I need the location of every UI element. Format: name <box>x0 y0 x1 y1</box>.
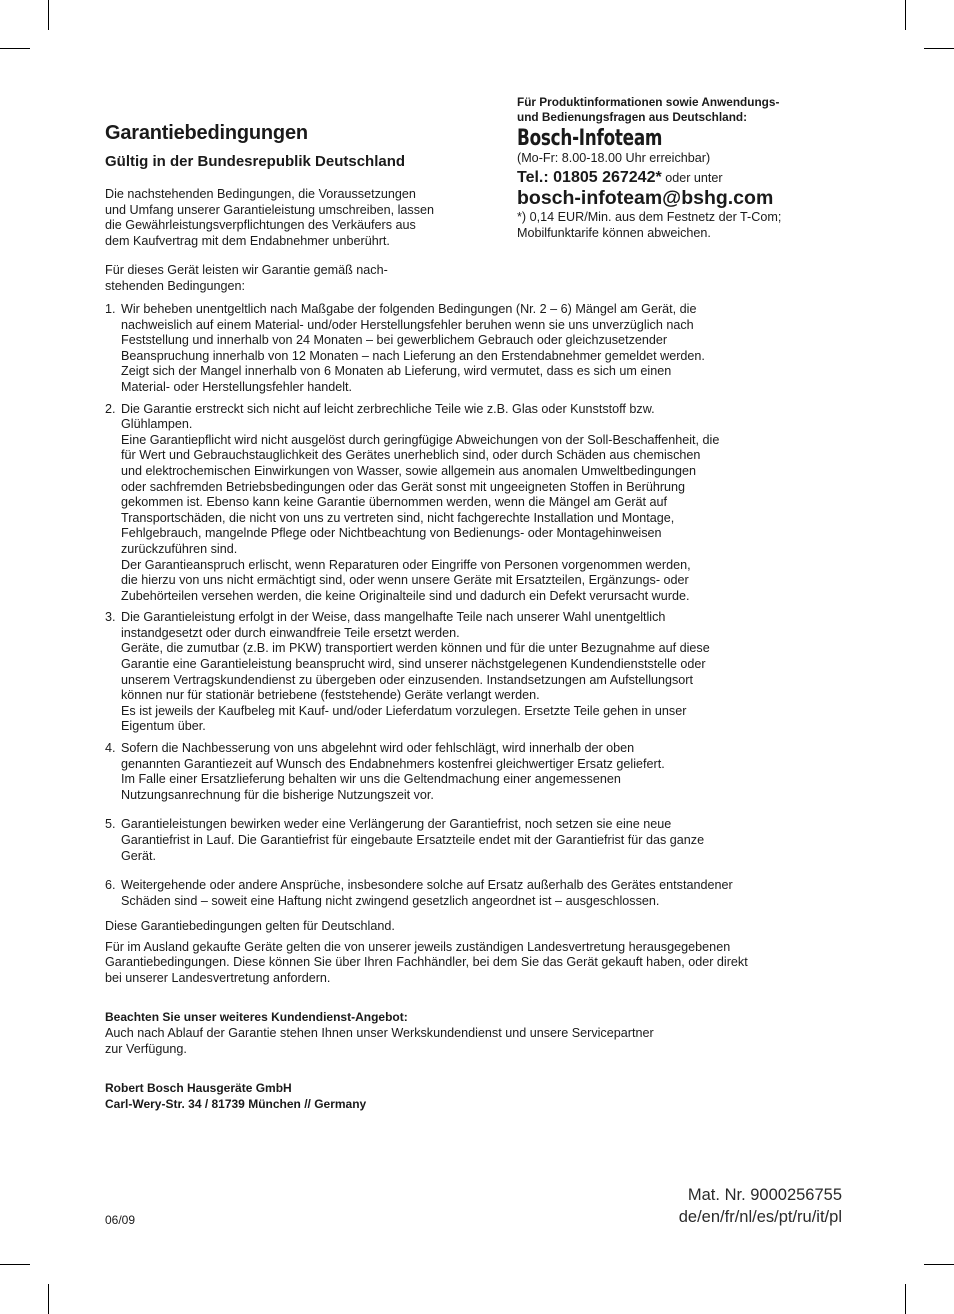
condition-number: 2. <box>105 401 116 416</box>
condition-text <box>121 817 835 864</box>
condition-item <box>105 402 835 605</box>
opening-hours: (Mo-Fr: 8.00-18.00 Uhr erreichbar) <box>517 151 711 165</box>
text-line: zur Verfügung. <box>105 1041 187 1056</box>
crop-mark <box>48 1284 49 1314</box>
condition-text <box>121 741 835 803</box>
text-line: oder sachfremden Betriebsbedingungen oder das Gerät sonst mit ungeeigneten Stoffen in Berührung <box>121 479 686 494</box>
text-line: Geräte, die zumutbar (z.B. im PKW) transportiert werden können und für die unter Bezugnahme auf diese <box>121 641 710 656</box>
condition-number: 6. <box>105 878 116 893</box>
page-title: Garantiebedingungen <box>105 122 308 144</box>
text-line: Weitergehende oder andere Ansprüche, insbesondere solche auf Ersatz außerhalb des Gerätes entstandener <box>121 878 733 893</box>
tariff-note <box>517 210 837 241</box>
text-line: Zubehörteilen versehen werden, die keine Originalteile sind und dadurch ein Defekt verursacht wurde. <box>121 588 690 603</box>
text-line: Wir beheben unentgeltlich nach Maßgabe der folgenden Bedingungen (Nr. 2 – 6) Mängel am Gerät, die <box>121 302 697 316</box>
crop-mark <box>0 48 30 49</box>
text-line: nachweislich auf einem Material- und/oder Herstellungsfehler beruhen wenn sie uns unverzüglich nach <box>121 317 694 332</box>
text-line: Sofern die Nachbesserung von uns abgelehnt wird oder fehlschlägt, wird innerhalb der oben <box>121 741 635 756</box>
text-line: Garantiebedingungen. Diese können Sie über Ihren Fachhändler, bei dem Sie das Gerät gekauft haben, oder direkt <box>105 955 748 970</box>
text-line: Auch nach Ablauf der Garantie stehen Ihnen unser Werkskundendienst und unsere Servicepartner <box>105 1025 654 1040</box>
text-line: Garantie eine Garantieleistung beansprucht wird, sind unserer nächstgelegenen Kundendienststelle oder <box>121 657 706 672</box>
text-line: Die Garantieleistung erfolgt in der Weise, dass mangelhafte Teile nach unserer Wahl unentgeltlich <box>121 610 666 625</box>
text-line: Zeigt sich der Mangel innerhalb von 6 Monaten ab Lieferung, wird vermutet, dass es sich um einen <box>121 364 672 379</box>
material-number: Mat. Nr. 9000256755 <box>687 1186 842 1204</box>
phone-number[interactable]: Tel.: 01805 267242* <box>517 168 662 186</box>
text-line: Für im Ausland gekaufte Geräte gelten die von unserer jeweils zuständigen Landesvertretung herausgegebenen <box>105 939 731 954</box>
text-line: Eigentum über. <box>121 719 206 734</box>
phone-suffix: oder unter <box>665 170 723 185</box>
text-line: stehenden Bedingungen: <box>105 278 246 293</box>
text-line: bei unserer Landesvertretung anfordern. <box>105 970 331 985</box>
material-number-block <box>679 1184 842 1228</box>
crop-mark <box>905 0 906 30</box>
condition-text <box>121 878 835 909</box>
text-line: Nutzungsanrechnung für die bisherige Nutzungszeit vor. <box>121 787 434 802</box>
condition-text <box>121 402 835 605</box>
text-line: Garantieleistungen bewirken weder eine Verlängerung der Garantiefrist, noch setzen sie eine neue <box>121 817 672 832</box>
footer-text <box>105 919 845 1112</box>
text-line: für Wert und Gebrauchstauglichkeit des Gerätes unerheblich sind, oder durch Schäden aus chemischen <box>121 448 701 463</box>
text-line: Die nachstehenden Bedingungen, die Voraussetzungen <box>105 187 416 201</box>
conditions-list <box>105 302 835 915</box>
text-line: und Bedienungsfragen aus Deutschland: <box>517 110 748 124</box>
text-line: Garantiefrist in Lauf. Die Garantiefrist für eingebaute Ersatzteile endet mit der Garantiefrist für das ganze <box>121 833 705 847</box>
text-line: Transportschäden, die nicht von uns zu vertreten sind, nicht fachgerechte Installation und Montage, <box>121 510 675 525</box>
text-line: die hierzu von uns nicht ermächtigt sind, oder wenn unsere Geräte mit Ersatzteilen, Ergänzungs- oder <box>121 573 689 588</box>
text-line: Es ist jeweils der Kaufbeleg mit Kauf- und/oder Lieferdatum vorzulegen. Ersetzte Teile gehen in unser <box>121 703 687 718</box>
contact-intro <box>517 95 837 125</box>
intro-paragraph <box>105 187 485 249</box>
guarantee-paragraph <box>105 263 485 294</box>
crop-mark <box>924 48 954 49</box>
condition-item <box>105 610 835 735</box>
contact-box <box>517 95 837 241</box>
condition-text <box>121 302 835 396</box>
crop-mark <box>905 1284 906 1314</box>
text-line: genannten Garantiezeit auf Wunsch des Endabnehmers kostenfrei gleichwertiger Ersatz geliefert. <box>121 756 665 771</box>
condition-number: 5. <box>105 817 116 832</box>
text-line: Für Produktinformationen sowie Anwendungs- <box>517 95 780 109</box>
condition-item <box>105 878 835 909</box>
crop-mark <box>0 1264 30 1265</box>
crop-mark <box>48 0 49 30</box>
text-line: Feststellung und innerhalb von 24 Monaten – bei gewerblichem Gebrauch oder gleichzusetzender <box>121 333 668 348</box>
condition-number: 4. <box>105 741 116 756</box>
text-line: gekommen ist. Ebenso kann keine Garantie übernommen werden, wenn die Mängel am Gerät auf <box>121 495 668 510</box>
text-line: zurückzuführen sind. <box>121 541 238 556</box>
text-line: können nur für stationär betriebene (feststehende) Geräte verlangt werden. <box>121 688 540 703</box>
print-date: 06/09 <box>105 1213 136 1227</box>
page-subtitle: Gültig in der Bundesrepublik Deutschland <box>105 153 406 170</box>
service-text <box>105 1026 845 1057</box>
text-line: Glühlampen. <box>121 417 193 432</box>
text-line: und Umfang unserer Garantieleistung umschreiben, lassen <box>105 202 435 217</box>
text-line: Für dieses Gerät leisten wir Garantie gemäß nach- <box>105 263 388 278</box>
text-line: Material- oder Herstellungsfehler handelt. <box>121 379 353 394</box>
text-line: instandgesetzt oder durch einwandfreie Teile ersetzt werden. <box>121 625 460 640</box>
text-line: und elektrochemischen Einwirkungen von Wasser, sowie allgemein aus anomalen Umweltbedingungen <box>121 463 696 478</box>
condition-number: 1. <box>105 302 116 316</box>
text-line: *) 0,14 EUR/Min. aus dem Festnetz der T-Com; <box>517 210 782 225</box>
language-codes: de/en/fr/nl/es/pt/ru/it/pl <box>678 1208 842 1226</box>
company-address: Carl-Wery-Str. 34 / 81739 München // Germany <box>105 1097 367 1112</box>
text-line: die Gewährleistungsverpflichtungen des Verkäufers aus <box>105 218 416 233</box>
crop-mark <box>924 1264 954 1265</box>
warranty-header <box>105 122 485 309</box>
condition-item <box>105 817 835 864</box>
condition-item <box>105 302 835 396</box>
abroad-note <box>105 940 845 987</box>
condition-text <box>121 610 835 735</box>
text-line: unserem Vertragskundendienst zu übergeben oder einzusenden. Instandsetzungen am Aufstellungsort <box>121 672 694 687</box>
text-line: Fehlgebrauch, mangelnde Pflege oder Nichtbeachtung von Bedienungs- oder Montagehinweisen <box>121 526 662 541</box>
text-line: Gerät. <box>121 848 156 863</box>
text-line: dem Kaufvertrag mit dem Endabnehmer unberührt. <box>105 233 390 248</box>
validity-note: Diese Garantiebedingungen gelten für Deutschland. <box>105 919 395 933</box>
company-block <box>105 1080 845 1112</box>
text-line: Schäden sind – soweit eine Haftung nicht zwingend gesetzlich angeordnet ist – ausgeschlossen. <box>121 893 660 908</box>
text-line: Die Garantie erstreckt sich nicht auf leicht zerbrechliche Teile wie z.B. Glas oder Kunststoff bzw. <box>121 401 655 416</box>
text-line: Mobilfunktarife können abweichen. <box>517 225 711 240</box>
condition-number: 3. <box>105 610 116 625</box>
phone-line <box>517 170 837 187</box>
text-line: Im Falle einer Ersatzlieferung behalten wir uns die Geltendmachung einer angemessenen <box>121 772 621 787</box>
brand-name: Bosch-Infoteam <box>517 126 663 151</box>
company-name: Robert Bosch Hausgeräte GmbH <box>105 1081 292 1096</box>
condition-item <box>105 741 835 803</box>
text-line: Der Garantieanspruch erlischt, wenn Reparaturen oder Eingriffe von Personen vorgenommen werden, <box>121 557 691 572</box>
text-line: Beanspruchung innerhalb von 12 Monaten – nach Lieferung an den Erstendabnehmer gemeldet werden. <box>121 348 705 363</box>
text-line: Eine Garantiepflicht wird nicht ausgelöst durch geringfügige Abweichungen von der Soll-Beschaffenheit, die <box>121 432 720 447</box>
service-heading: Beachten Sie unser weiteres Kundendienst-Angebot: <box>105 1010 408 1025</box>
email-link[interactable]: bosch-infoteam@bshg.com <box>517 187 774 210</box>
